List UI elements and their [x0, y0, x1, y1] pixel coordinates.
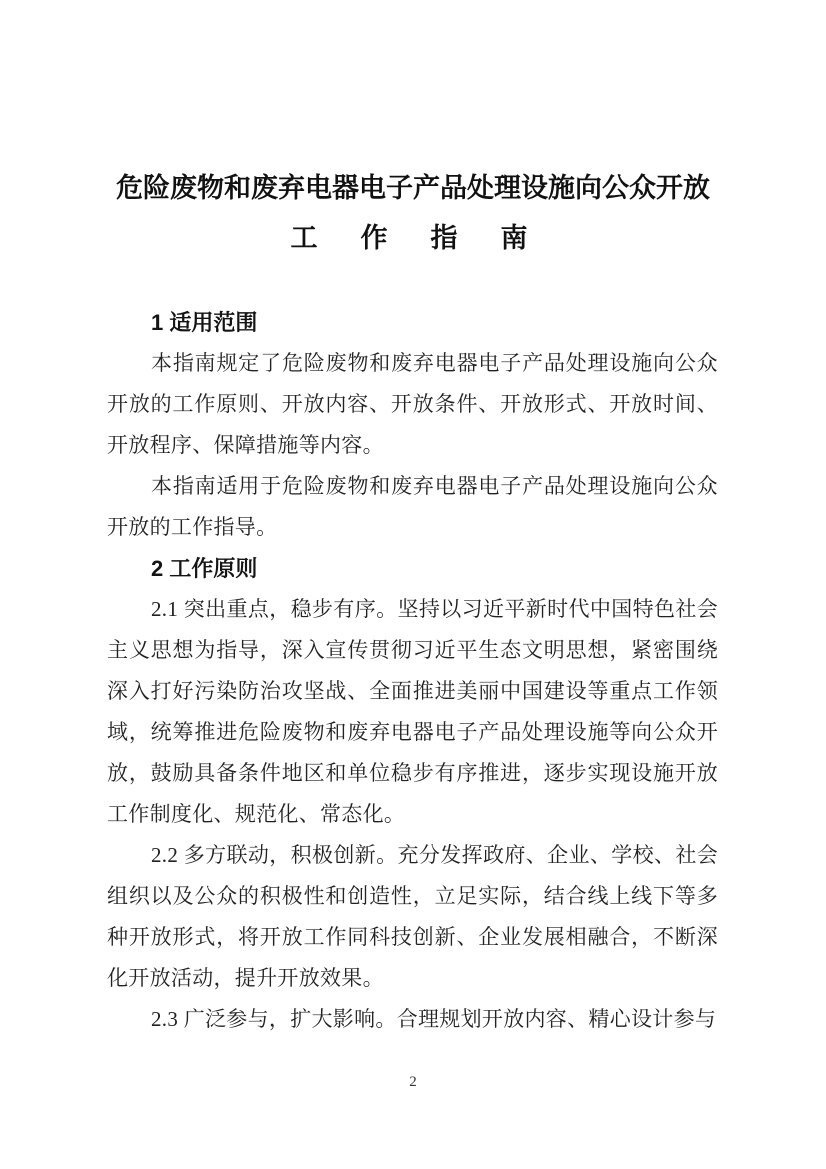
document-title-line2: 工 作 指 南 [290, 223, 536, 253]
paragraph-principle-2-1: 2.1 突出重点，稳步有序。坚持以习近平新时代中国特色社会主义思想为指导，深入宣传贯彻习近平生态文明思想，紧密围绕深入打好污染防治攻坚战、全面推进美丽中国建设等重点工作领域，统筹推进危险废物和废弃电器电子产品处理设施等向公众开放，鼓励具备条件地区和单位稳步有序推进，逐步实现设施开放工作制度化、规范化、常态化。 [107, 597, 718, 826]
document-title-line1: 危险废物和废弃电器电子产品处理设施向公众开放 [116, 173, 710, 203]
paragraph-scope-2: 本指南适用于危险废物和废弃电器电子产品处理设施向公众开放的工作指导。 [107, 474, 718, 539]
document-body [107, 302, 718, 1040]
paragraph-principle-2-3: 2.3 广泛参与，扩大影响。合理规划开放内容、精心设计参与 [151, 1007, 717, 1031]
section-heading-scope: 1 适用范围 [151, 310, 258, 335]
page-number: 2 [409, 1074, 417, 1090]
paragraph-scope-1: 本指南规定了危险废物和废弃电器电子产品处理设施向公众开放的工作原则、开放内容、开放条件、开放形式、开放时间、开放程序、保障措施等内容。 [107, 351, 718, 457]
section-heading-principles: 2 工作原则 [151, 556, 258, 581]
paragraph-principle-2-2: 2.2 多方联动，积极创新。充分发挥政府、企业、学校、社会组织以及公众的积极性和创造性，立足实际，结合线上线下等多种开放形式，将开放工作同科技创新、企业发展相融合，不断深化开放活动，提升开放效果。 [107, 843, 718, 990]
